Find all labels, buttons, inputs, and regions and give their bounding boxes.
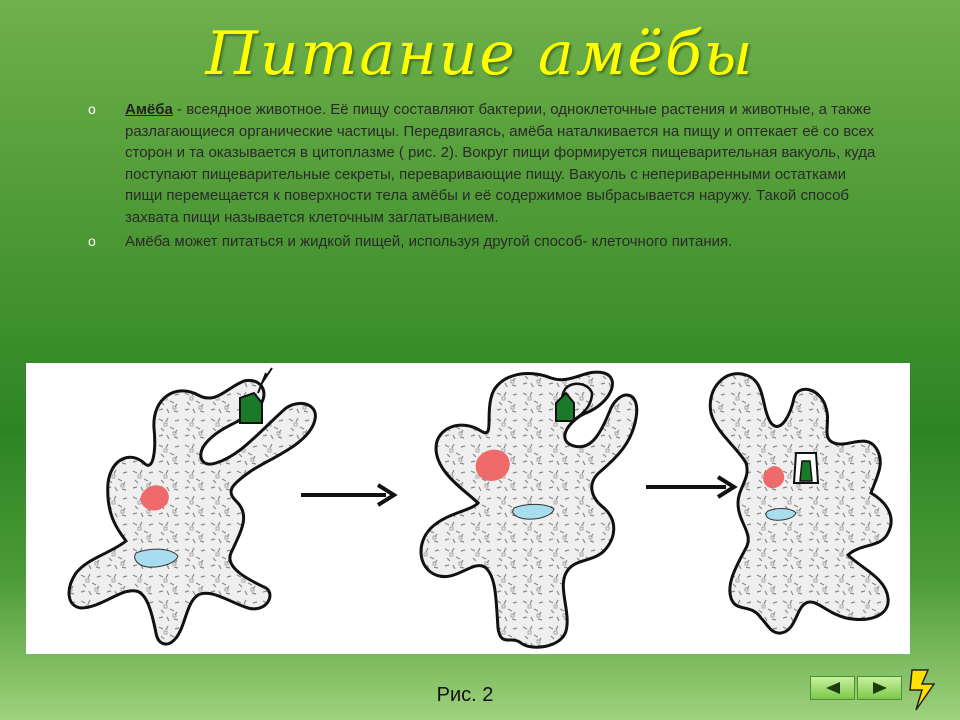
- bullet-text: Амёба может питаться и жидкой пищей, используя другой способ- клеточного питания.: [125, 233, 733, 250]
- lightning-icon[interactable]: [906, 668, 946, 712]
- arrow-2: [646, 477, 734, 497]
- amoeba-illustration: [26, 363, 910, 654]
- bullet-list: [86, 99, 886, 256]
- slide-title: Питание амёбы: [205, 19, 755, 89]
- bullet-item-2: [86, 231, 886, 253]
- amoeba-figure: [26, 363, 910, 654]
- triangle-left-icon: [824, 681, 842, 695]
- slide-navigation: [810, 676, 902, 700]
- amoeba-stage-2: [421, 372, 637, 647]
- figure-caption: Рис. 2: [436, 684, 494, 706]
- bullet-marker: o: [88, 233, 96, 249]
- bullet-item-1: [86, 99, 886, 228]
- bullet-text: - всеядное животное. Её пищу составляют бактерии, одноклеточные растения и животные, а также разлагающиеся органические частицы. Передвигаясь, амёба наталкивается на пищу и оптекает её со всех сторон и та оказывается в цитоплазме ( рис. 2). Вокруг пищи формируется пищеварительная вакуоль, куда поступают пищеварительные секреты, переваривающие пищу. Вакуоль с непериваренными остатками пищи перемещается к поверхности тела амёбы и её содержимое выбрасывается наружу. Такой способ захвата пищи называется клеточным заглатыванием.: [125, 101, 876, 226]
- amoeba-stage-1: [69, 368, 315, 644]
- arrow-1: [301, 485, 394, 505]
- prev-slide-button[interactable]: [810, 676, 855, 700]
- bullet-marker: o: [88, 101, 96, 117]
- next-slide-button[interactable]: [857, 676, 902, 700]
- bullet-term: Амёба: [125, 101, 173, 118]
- triangle-right-icon: [871, 681, 889, 695]
- amoeba-stage-3: [710, 374, 891, 633]
